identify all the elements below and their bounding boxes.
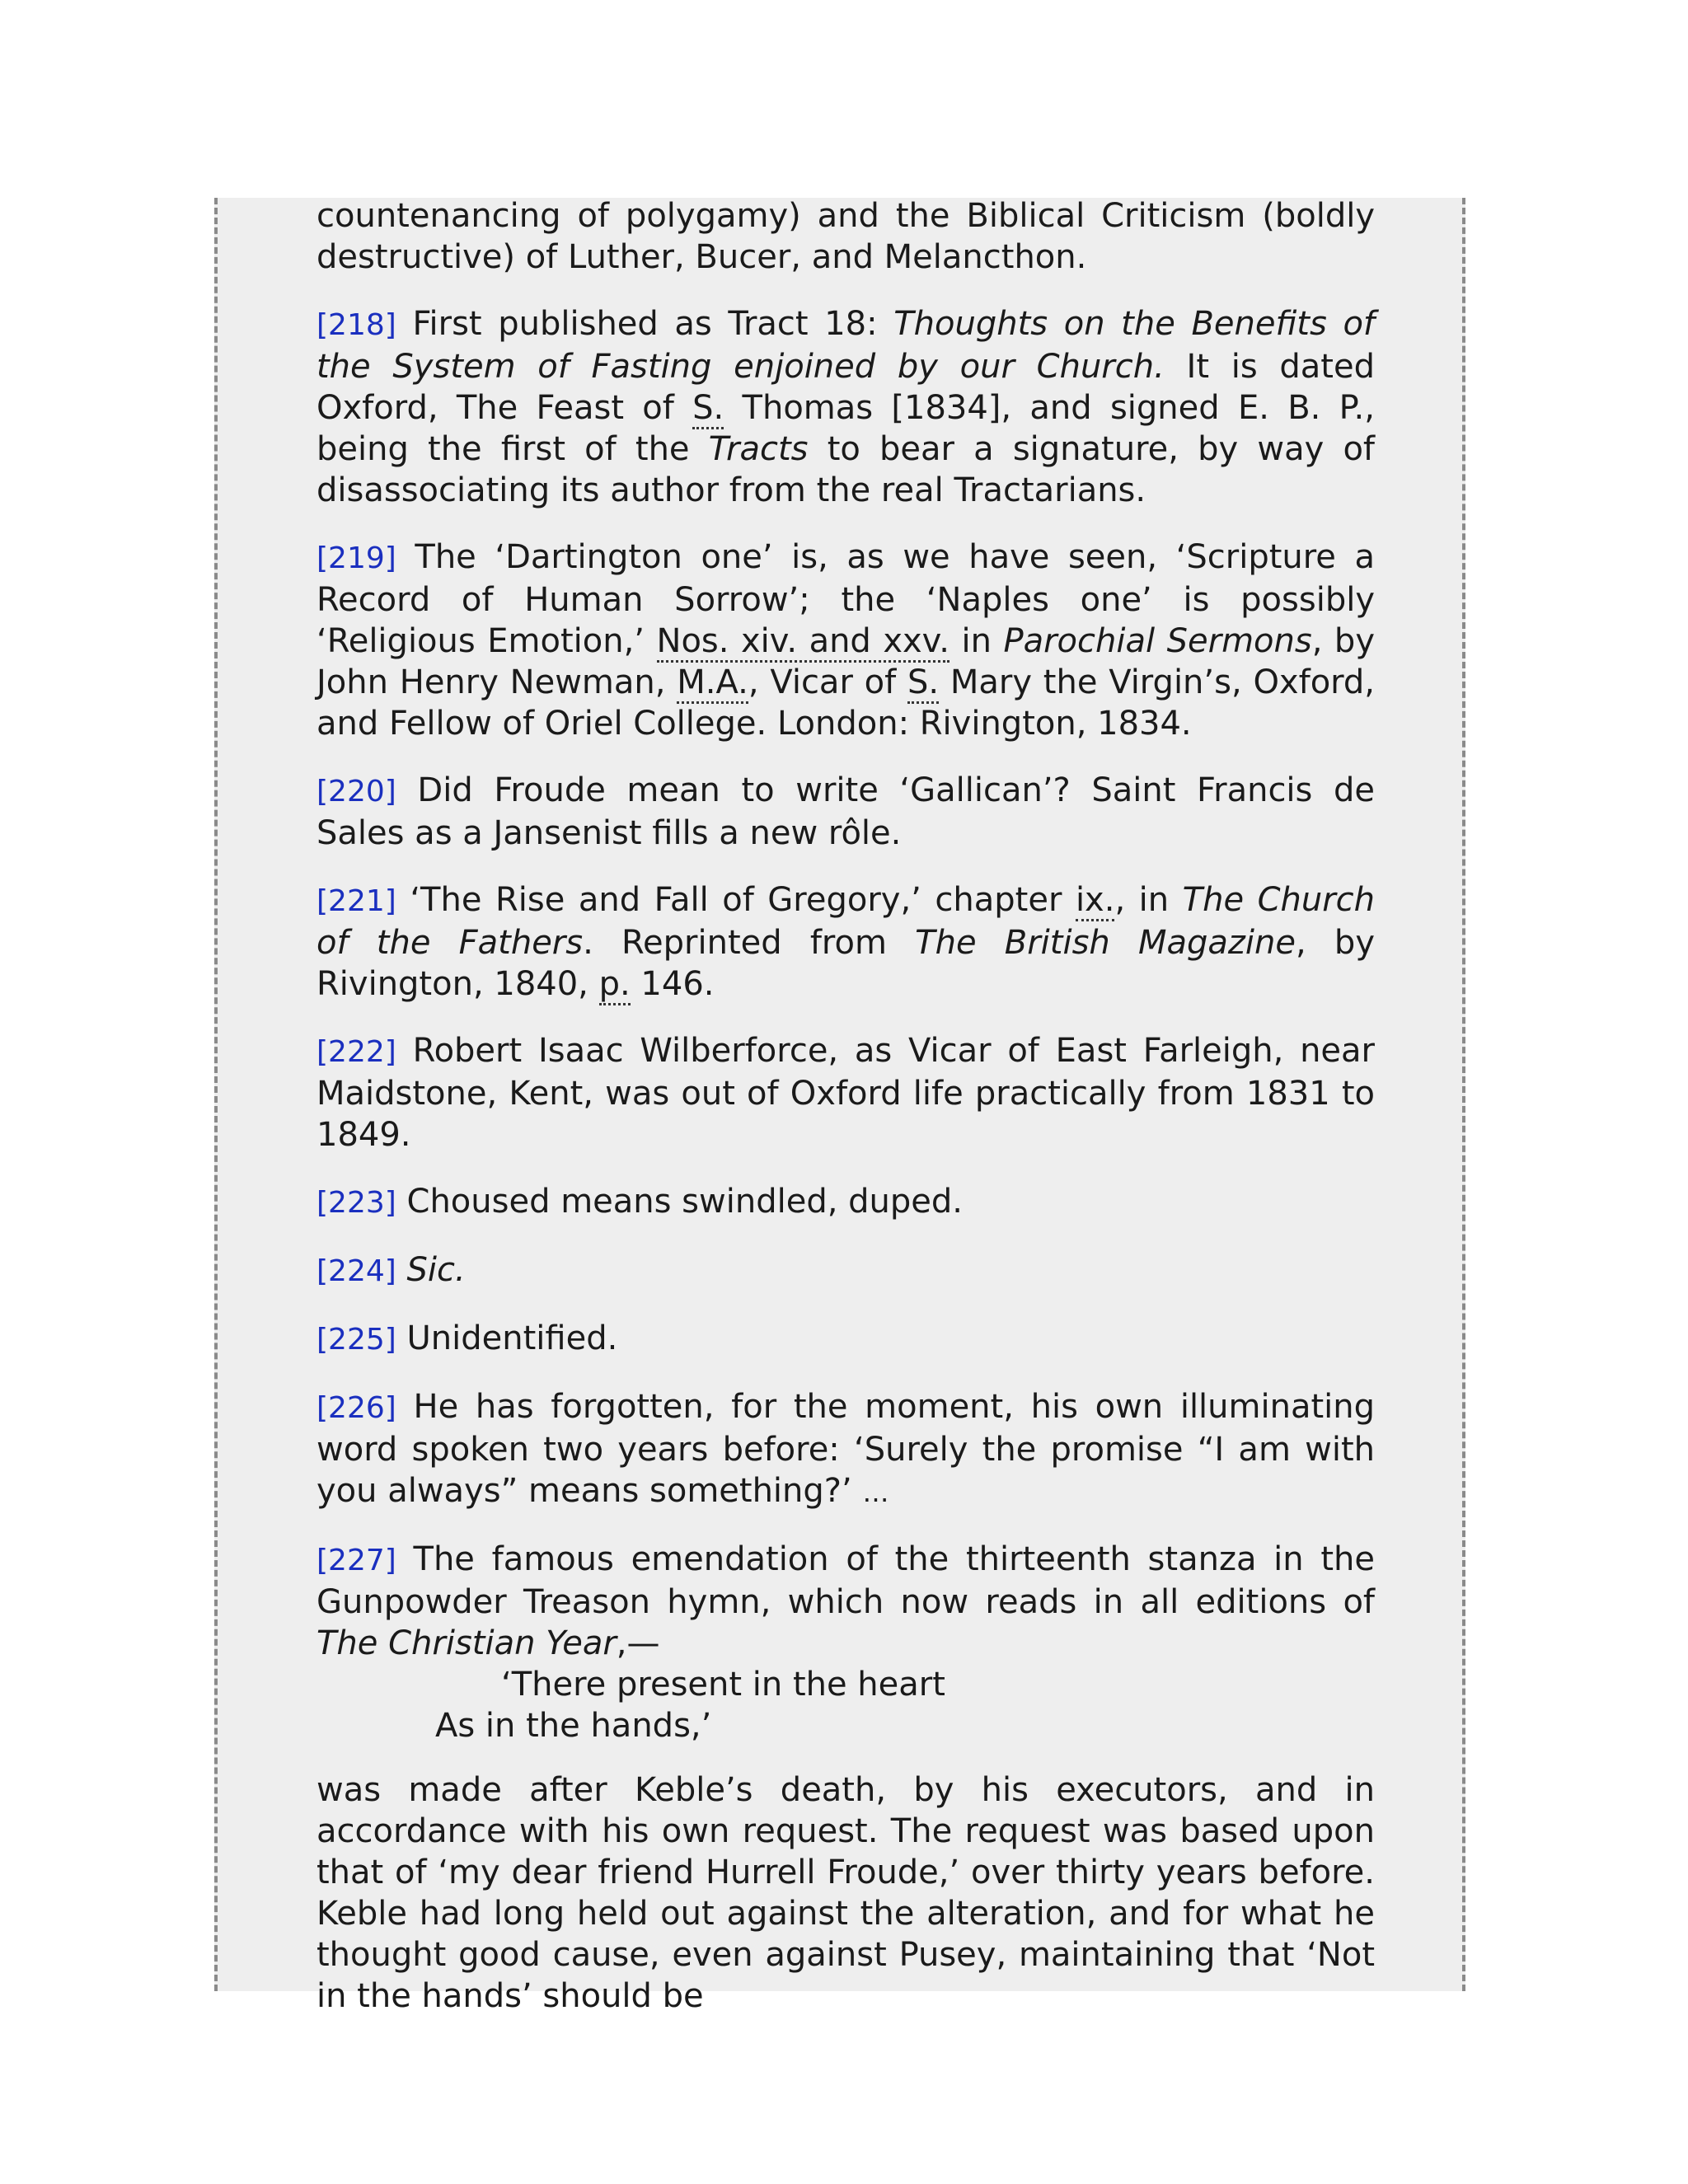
footnote-text: The famous emendation of the thirteenth stanza in the Gunpowder Treason hymn, which now reads in all editions of xyxy=(316,1540,1375,1621)
footnote-219 xyxy=(316,537,1375,744)
footnote-italic: The Church of the Fathers xyxy=(316,881,1376,962)
page-content xyxy=(316,198,1375,2017)
footnote-ref-226[interactable]: [226] xyxy=(316,1391,396,1425)
footnote-italic: The Christian Year xyxy=(316,1624,617,1662)
footnote-224 xyxy=(316,1249,1375,1292)
footnote-ref-227[interactable]: [227] xyxy=(316,1544,396,1577)
footnote-227-continuation xyxy=(316,1769,1375,2017)
abbreviation: p. xyxy=(599,965,631,1005)
footnote-text: Robert Isaac Wilberforce, as Vicar of East Farleigh, near Maidstone, Kent, was out of Oxford life practically from 1831 to 1849. xyxy=(316,1032,1375,1154)
footnote-text: Did Froude mean to write ‘Gallican’? Saint Francis de Sales as a Jansenist fills a new rôle. xyxy=(316,771,1375,852)
footnote-ref-224[interactable]: [224] xyxy=(316,1254,396,1288)
footnote-text: It is dated Oxford, The Feast of xyxy=(316,348,1375,427)
footnote-text: to bear a signature, by way of disassociating its author from the real Tractarians. xyxy=(316,430,1375,509)
footnote-220 xyxy=(316,770,1375,854)
footnote-ref-222[interactable]: [222] xyxy=(316,1035,396,1069)
footnote-text: Unidentified. xyxy=(396,1319,618,1357)
page-frame xyxy=(214,197,1465,2015)
footnote-text: ‘The Rise and Fall of Gregory,’ chapter xyxy=(396,881,1076,919)
footnote-text: , by Rivington, 1840, xyxy=(316,924,1375,1003)
footnote-text: ,— xyxy=(616,1624,660,1662)
footnote-text: Mary the Virgin’s, Oxford, and Fellow of Oriel College. London: Rivington, 1834. xyxy=(316,663,1376,743)
footnote-text: was made after Keble’s death, by his executors, and in accordance with his own request. The request was based upon that of ‘my dear friend Hurrell Froude,’ over thirty years before. Keble had long held out against the alteration, and for what he thought good cause, even against Pusey, maintaining that ‘Not in the hands’ should be xyxy=(316,1771,1375,2015)
poem-line-2: As in the hands,’ xyxy=(435,1707,712,1745)
footnote-ref-223[interactable]: [223] xyxy=(316,1186,396,1220)
footnote-227 xyxy=(316,1539,1375,1664)
abbreviation: S. xyxy=(907,663,939,704)
abbreviation: ix. xyxy=(1076,881,1115,921)
footnote-italic: Sic. xyxy=(406,1251,466,1289)
paragraph-text: countenancing of polygamy) and the Biblical Criticism (boldly destructive) of Luther, Bucer, and Melancthon. xyxy=(316,197,1375,276)
ellipsis: … xyxy=(862,1477,889,1508)
footnote-italic: Thoughts on the Benefits of the System of Fasting enjoined by our Church. xyxy=(316,305,1375,386)
footnote-text: , in xyxy=(1114,881,1183,919)
paragraph-continuation xyxy=(316,195,1375,278)
footnote-text: First published as Tract 18: xyxy=(396,305,894,343)
footnote-text: He has forgotten, for the moment, his own illuminating word spoken two years before: ‘Surely the promise “I am with you always” means something?’ xyxy=(316,1388,1375,1510)
footnote-ref-220[interactable]: [220] xyxy=(316,775,396,808)
footnote-text: Thomas [1834], and signed E. B. P., being the first of the xyxy=(316,389,1375,468)
poem-line-1: ‘There present in the heart xyxy=(501,1666,945,1704)
footnote-text: The ‘Dartington one’ is, as we have seen, ‘Scripture a Record of Human Sorrow’; the ‘Naples one’ is possibly ‘Religious Emotion,’ xyxy=(316,538,1375,660)
footnote-223 xyxy=(316,1181,1375,1224)
footnote-218 xyxy=(316,303,1375,511)
footnote-222 xyxy=(316,1030,1375,1155)
footnote-226 xyxy=(316,1386,1375,1513)
footnote-text: , Vicar of xyxy=(748,663,907,701)
footnote-221 xyxy=(316,879,1375,1005)
footnote-italic: Tracts xyxy=(708,430,809,468)
footnote-text: in xyxy=(949,622,1004,660)
poem-quote xyxy=(316,1664,1375,1746)
abbreviation: M.A. xyxy=(677,663,748,704)
footnote-text: 146. xyxy=(630,965,715,1003)
footnote-text: , by John Henry Newman, xyxy=(316,622,1375,701)
footnote-text: Choused means swindled, duped. xyxy=(396,1183,963,1221)
footnote-225 xyxy=(316,1318,1375,1361)
abbreviation: S. xyxy=(692,389,724,429)
footnote-text: . Reprinted from xyxy=(583,924,916,962)
footnote-ref-221[interactable]: [221] xyxy=(316,884,396,918)
footnote-italic: Parochial Sermons xyxy=(1003,622,1312,660)
footnote-ref-219[interactable]: [219] xyxy=(316,541,396,575)
abbreviation: Nos. xiv. and xxv. xyxy=(657,622,950,663)
footnote-ref-218[interactable]: [218] xyxy=(316,308,396,342)
footnote-ref-225[interactable]: [225] xyxy=(316,1323,396,1357)
footnote-italic: The British Magazine xyxy=(915,924,1296,962)
